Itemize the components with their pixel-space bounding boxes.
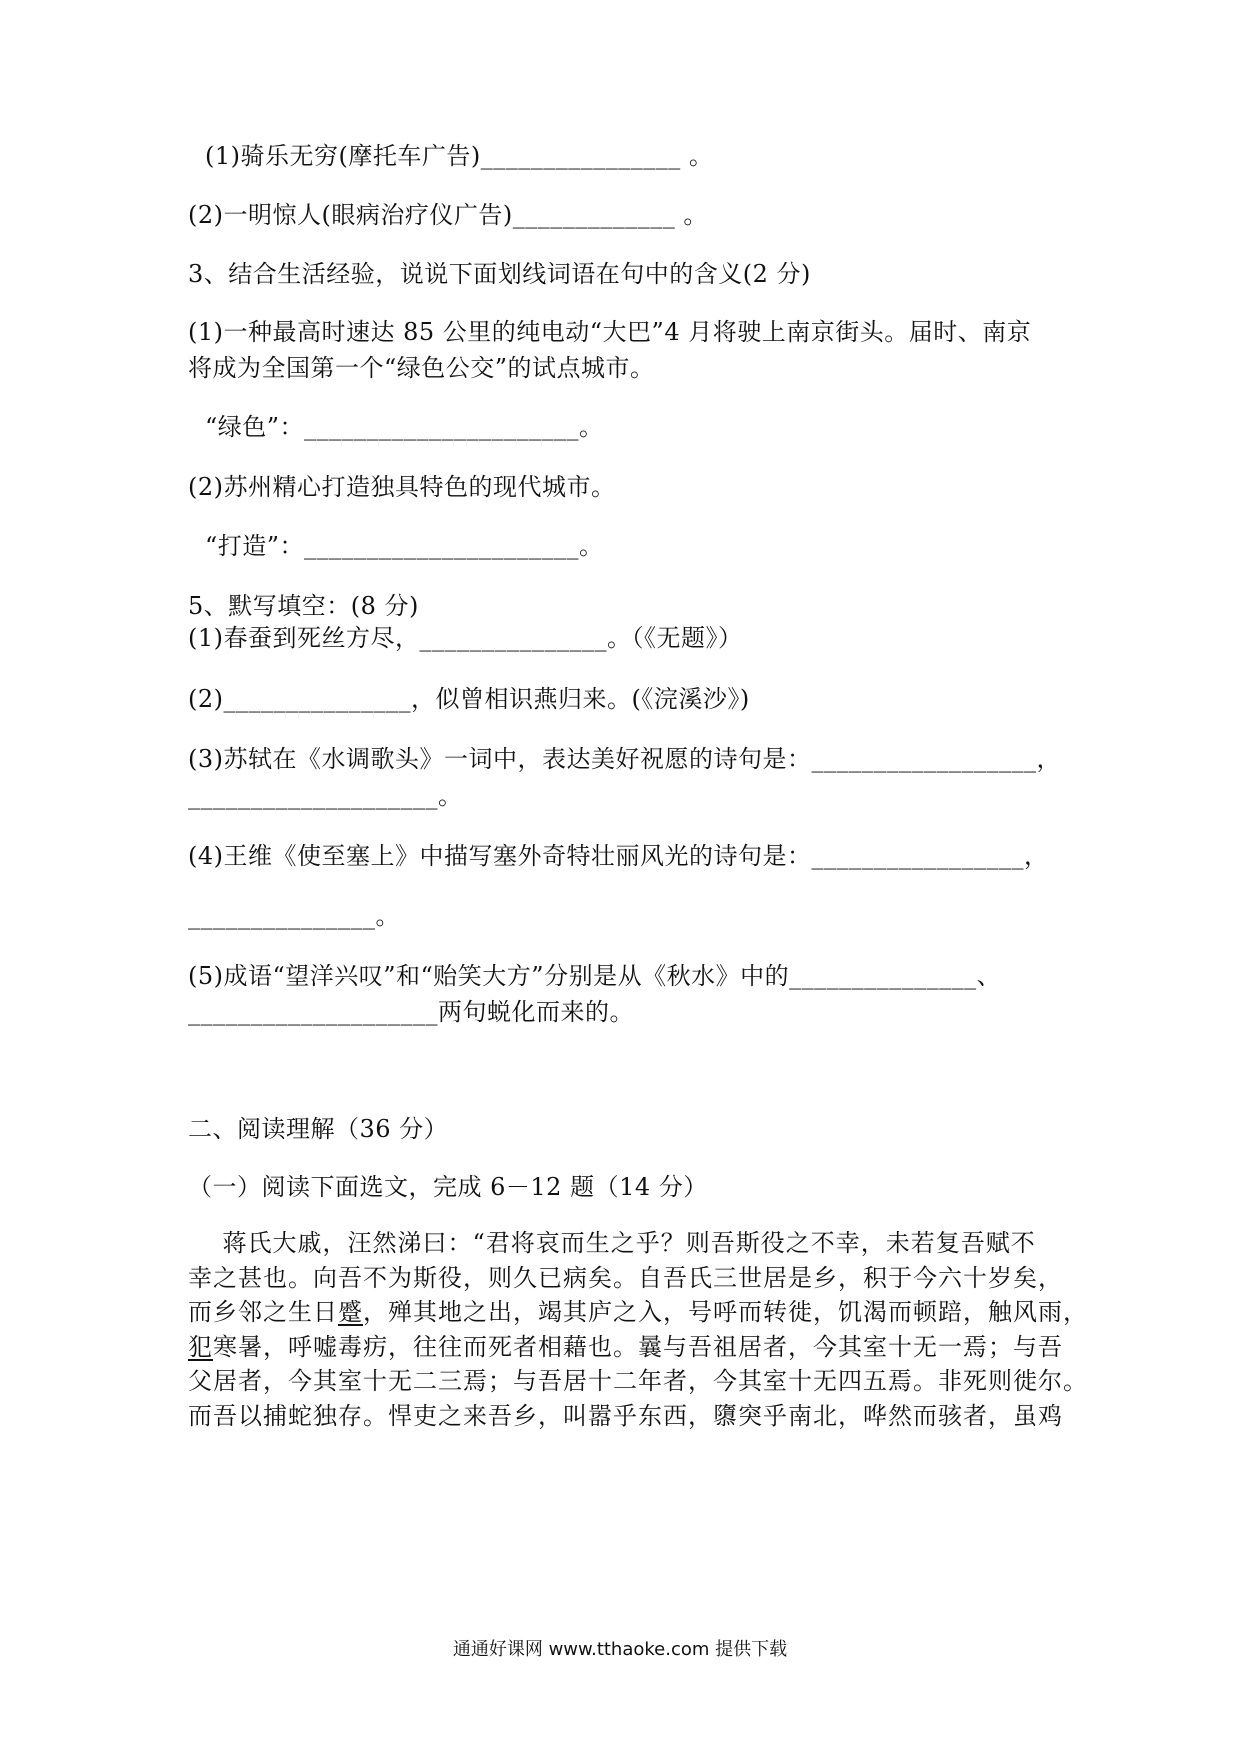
- fill-blank-2: (2)_______________，似曾相识燕归来。(《浣溪沙》): [188, 685, 750, 713]
- reading-passage: [188, 1226, 1088, 1433]
- passage-line-4: [188, 1330, 1063, 1365]
- passage-text: ，殚其地之出，竭其庐之入，号呼而转徙，饥渴而顿踣，触风雨，: [363, 1298, 1088, 1326]
- underlined-word: 犯: [188, 1332, 213, 1361]
- fill-blank-5b: ____________________两句蜕化而来的。: [188, 998, 634, 1026]
- fill-blank-3b: ____________________。: [188, 782, 463, 810]
- answer-build: “打造”：______________________。: [205, 532, 604, 560]
- passage-text: 而乡邻之生日: [188, 1298, 338, 1326]
- reading-1-heading: （一）阅读下面选文，完成 6－12 题（14 分）: [188, 1173, 708, 1201]
- passage-text: 寒暑，呼嘘毒疠，往往而死者相藉也。曩与吾祖居者，今其室十无一焉；与吾: [213, 1332, 1063, 1361]
- question-3-sentence-1a: (1)一种最高时速达 85 公里的纯电动“大巴”4 月将驶上南京街头。届时、南京: [188, 318, 1032, 346]
- passage-line-3: [188, 1295, 1088, 1330]
- answer-line-1: (1)骑乐无穷(摩托车广告)________________ 。: [205, 142, 714, 170]
- question-3-sentence-1b: 将成为全国第一个“绿色公交”的试点城市。: [188, 354, 655, 382]
- question-5-heading: 5、默写填空：(8 分): [188, 592, 419, 620]
- fill-blank-1: (1)春蚕到死丝方尽，_______________。（《无题》）: [188, 624, 743, 652]
- question-3-heading: 3、结合生活经验，说说下面划线词语在句中的含义(2 分): [188, 260, 811, 288]
- underlined-word: 蹙: [338, 1298, 363, 1326]
- fill-blank-4a: (4)王维《使至塞上》中描写塞外奇特壮丽风光的诗句是：_________________，: [188, 842, 1049, 870]
- answer-green: “绿色”：______________________。: [205, 413, 604, 441]
- question-3-sentence-2: (2)苏州精心打造独具特色的现代城市。: [188, 473, 616, 501]
- answer-line-2: (2)一明惊人(眼病治疗仪广告)_____________ 。: [188, 201, 708, 229]
- passage-line-5: 父居者，今其室十无二三焉；与吾居十二年者，今其室十无四五焉。非死则徙尔。: [188, 1367, 1088, 1395]
- passage-line-6: 而吾以捕蛇独存。悍吏之来吾乡，叫嚣乎东西，隳突乎南北，哗然而骇者，虽鸡: [188, 1401, 1063, 1430]
- section-2-heading: 二、阅读理解（36 分）: [188, 1115, 449, 1143]
- fill-blank-5a: (5)成语“望洋兴叹”和“贻笑大方”分别是从《秋水》中的_______________、: [188, 962, 1002, 990]
- fill-blank-3a: (3)苏轼在《水调歌头》一词中，表达美好祝愿的诗句是：__________________，: [188, 745, 1061, 773]
- fill-blank-4b: _______________。: [188, 902, 400, 930]
- passage-line-1: 蒋氏大戚，汪然涕曰：“君将哀而生之乎？则吾斯役之不幸，未若复吾赋不: [188, 1229, 1036, 1257]
- passage-line-2: 幸之甚也。向吾不为斯役，则久已病矣。自吾氏三世居是乡，积于今六十岁矣，: [188, 1263, 1063, 1292]
- footer-credit: 通通好课网 www.tthaoke.com 提供下载: [452, 1639, 788, 1660]
